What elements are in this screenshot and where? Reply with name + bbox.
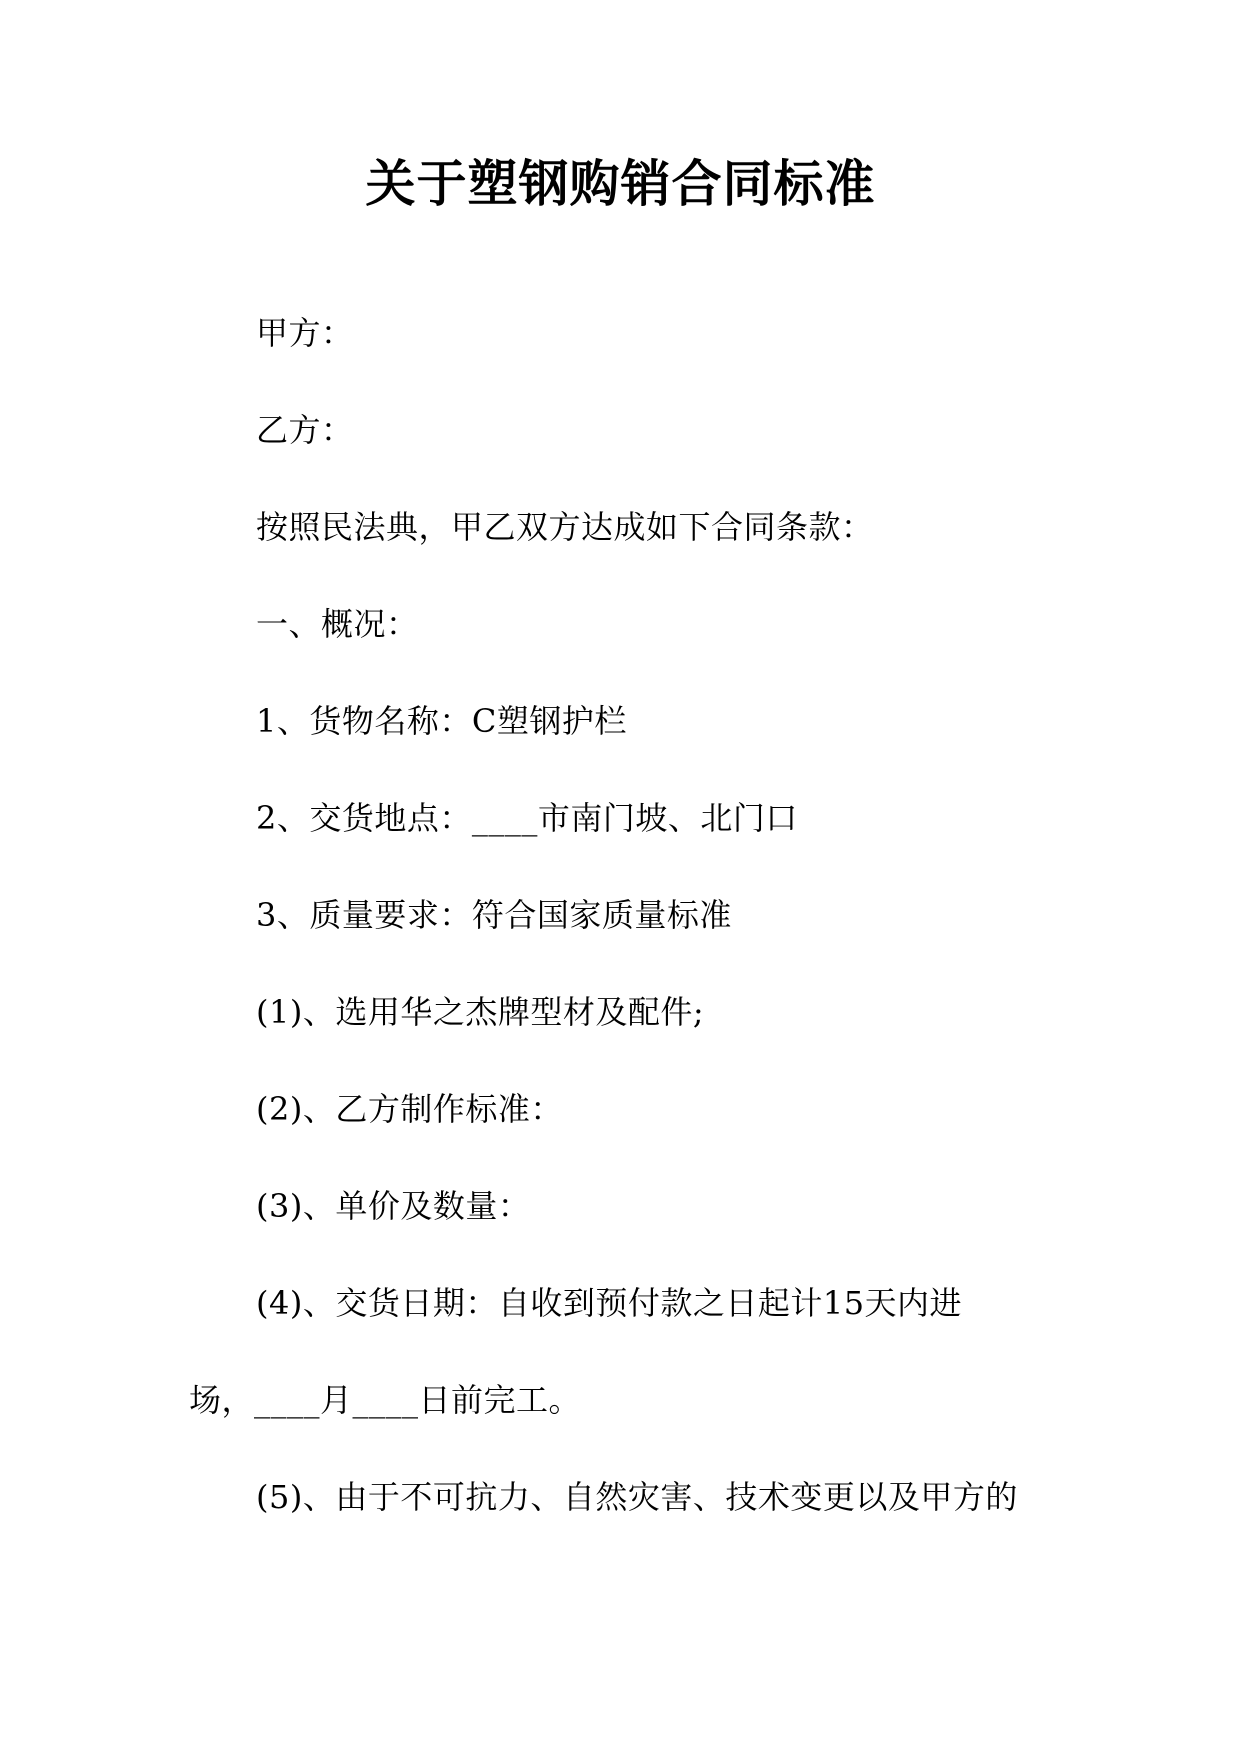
subclause-4: (4)、交货日期：自收到预付款之日起计15天内进 [256, 1284, 963, 1322]
section-heading-overview: 一、概况： [256, 605, 419, 643]
clause-delivery-place: 2、交货地点：____市南门坡、北门口 [256, 799, 798, 837]
clause-goods-name: 1、货物名称：C塑钢护栏 [256, 702, 627, 740]
subclause-4-continued: 场，____月____日前完工。 [189, 1381, 582, 1419]
subclause-5: (5)、由于不可抗力、自然灾害、技术变更以及甲方的 [256, 1478, 1018, 1516]
subclause-2: (2)、乙方制作标准： [256, 1090, 563, 1128]
party-a-line: 甲方： [256, 314, 354, 352]
document-title: 关于塑钢购销合同标准 [365, 154, 876, 213]
subclause-1: (1)、选用华之杰牌型材及配件; [256, 993, 705, 1031]
subclause-3: (3)、单价及数量： [256, 1187, 531, 1225]
clause-quality-requirement: 3、质量要求：符合国家质量标准 [256, 896, 732, 934]
preamble-line: 按照民法典，甲乙双方达成如下合同条款： [256, 508, 874, 546]
party-b-line: 乙方： [256, 411, 354, 449]
